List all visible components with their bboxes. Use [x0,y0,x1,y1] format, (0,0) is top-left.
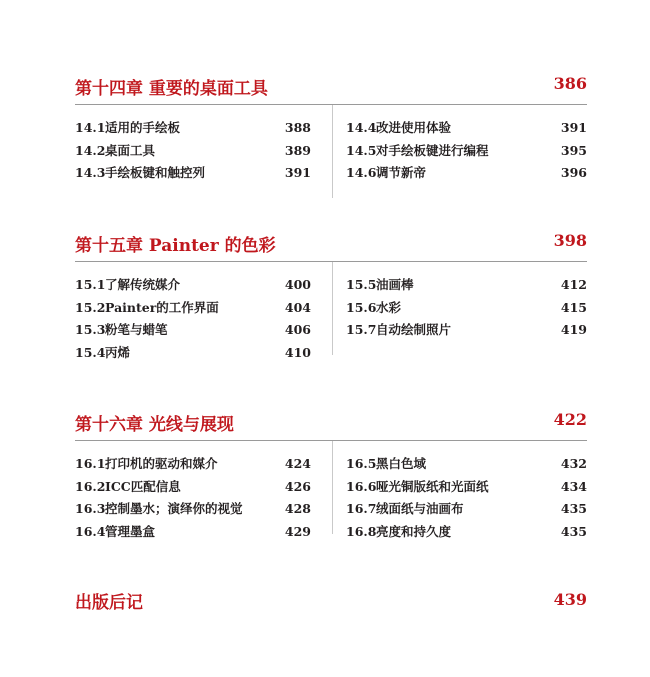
chapter-heading [75,74,587,105]
section-page: 434 [560,478,587,494]
chapter-page-number: 422 [553,410,587,429]
toc-entry[interactable] [346,498,587,521]
section-title: 自动绘制照片 [376,322,452,337]
toc-entry[interactable] [75,319,311,342]
section-number: 16.1 [75,456,106,471]
section-title: 丙烯 [105,344,131,360]
section-number: 16.7 [346,501,377,516]
toc-entry[interactable] [346,297,587,320]
section-number: 15.4 [75,344,106,360]
section-title: 调节新帝 [376,165,427,180]
section-number: 16.2 [75,478,106,494]
section-number: 15.3 [75,322,106,337]
section-title: ICC匹配信息 [105,478,181,494]
toc-entry[interactable] [346,521,587,544]
toc-entry[interactable] [75,297,311,320]
section-column-right [346,274,587,342]
section-number: 16.8 [346,523,377,539]
section-page: 419 [560,322,587,337]
chapter-title[interactable]: 第十五章 Painter 的色彩 [75,236,276,256]
chapter-16 [75,410,587,539]
section-page: 435 [560,501,587,516]
section-number: 14.6 [346,165,377,180]
section-title: 适用的手绘板 [105,120,181,135]
toc-entry[interactable] [75,342,311,365]
afterword [75,588,587,614]
section-page: 415 [560,299,587,315]
section-page: 396 [560,165,587,180]
section-page: 404 [284,299,311,315]
chapter-heading [75,231,587,262]
section-title: 对手绘板键进行编程 [376,142,489,158]
toc-entry[interactable] [346,140,587,163]
section-title: 水彩 [376,299,402,315]
section-number: 14.1 [75,120,106,135]
section-number: 15.5 [346,277,377,292]
toc-entry[interactable] [75,476,311,499]
section-title: 管理墨盒 [105,523,156,539]
section-page: 388 [284,120,311,135]
toc-entry[interactable] [346,319,587,342]
section-title: 亮度和持久度 [376,523,452,539]
section-page: 400 [284,277,311,292]
section-title: 黑白色域 [376,456,427,471]
toc-entry[interactable] [75,140,311,163]
toc-entry[interactable] [75,162,311,185]
section-title: 了解传统媒介 [105,277,181,292]
toc-entry[interactable] [346,117,587,140]
section-number: 15.1 [75,277,106,292]
toc-entry[interactable] [75,274,311,297]
section-column-right [346,453,587,543]
section-title: 桌面工具 [105,142,156,158]
section-page: 395 [560,142,587,158]
chapter-title[interactable]: 第十四章 重要的桌面工具 [75,79,268,99]
section-title: Painter的工作界面 [105,299,219,315]
section-column-left [75,117,311,185]
section-column-left [75,453,311,543]
section-number: 14.5 [346,142,377,158]
section-page: 428 [284,501,311,516]
section-page: 389 [284,142,311,158]
section-number: 16.5 [346,456,377,471]
section-page: 410 [284,344,311,360]
chapter-page-number: 398 [553,231,587,250]
toc-entry[interactable] [346,453,587,476]
section-page: 391 [560,120,587,135]
section-page: 406 [284,322,311,337]
section-title: 哑光铜版纸和光面纸 [376,478,489,494]
toc-entry[interactable] [346,274,587,297]
section-column-right [346,117,587,185]
section-page: 426 [284,478,311,494]
chapter-title[interactable]: 第十六章 光线与展现 [75,415,234,435]
chapter-page-number: 386 [553,74,587,93]
section-title: 油画棒 [376,277,414,292]
section-title: 手绘板键和触控列 [105,165,206,180]
section-number: 15.6 [346,299,377,315]
toc-entry[interactable] [346,476,587,499]
section-title: 控制墨水；演绎你的视觉 [105,501,243,516]
section-title: 打印机的驱动和媒介 [105,456,218,471]
chapter-15 [75,231,587,360]
section-title: 改进使用体验 [376,120,452,135]
toc-entry[interactable] [75,521,311,544]
section-page: 391 [284,165,311,180]
section-number: 16.4 [75,523,106,539]
toc-entry[interactable] [75,498,311,521]
section-number: 14.2 [75,142,106,158]
section-page: 429 [284,523,311,539]
section-page: 432 [560,456,587,471]
section-number: 15.2 [75,299,106,315]
section-column-left [75,274,311,364]
section-page: 412 [560,277,587,292]
section-number: 14.3 [75,165,106,180]
chapter-heading [75,410,587,441]
chapter-14 [75,74,587,180]
section-number: 15.7 [346,322,377,337]
section-page: 424 [284,456,311,471]
toc-entry[interactable] [75,453,311,476]
section-number: 16.6 [346,478,377,494]
section-number: 14.4 [346,120,377,135]
afterword-title[interactable]: 出版后记 [75,593,143,613]
toc-entry[interactable] [75,117,311,140]
toc-entry[interactable] [346,162,587,185]
section-page: 435 [560,523,587,539]
section-title: 粉笔与蜡笔 [105,322,168,337]
section-title: 绒面纸与油画布 [376,501,464,516]
section-number: 16.3 [75,501,106,516]
afterword-page-number: 439 [553,590,587,609]
